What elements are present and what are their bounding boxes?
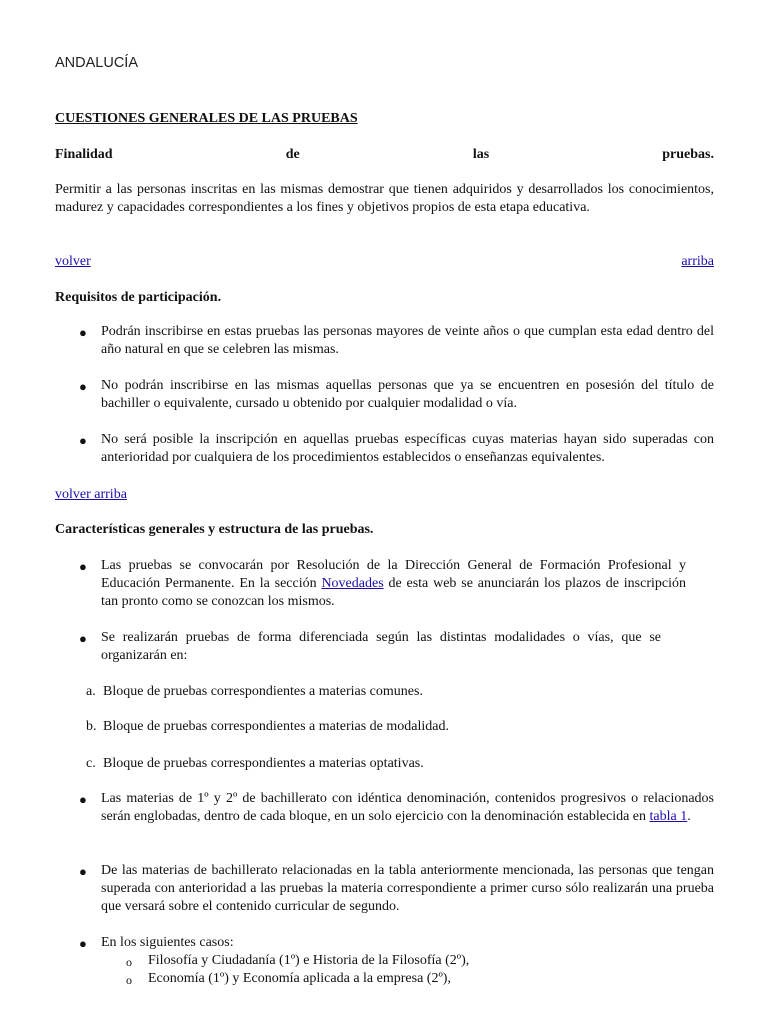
- bullet-icon: ●: [79, 379, 87, 394]
- sub-item: Economía (1º) y Economía aplicada a la empresa (2º),: [148, 971, 451, 986]
- finalidad-word: pruebas.: [662, 147, 714, 162]
- novedades-link[interactable]: Novedades: [321, 576, 384, 591]
- caracteristicas-item: En los siguientes casos:: [101, 935, 234, 950]
- back-link-left[interactable]: volver: [55, 254, 91, 269]
- caracteristicas-item: Se realizarán pruebas de forma diferenciada según las distintas modalidades o vías, que se organizarán en:: [101, 630, 661, 663]
- finalidad-paragraph: Permitir a las personas inscritas en las mismas demostrar que tienen adquiridos y desarrollados los conocimientos, madurez y capacidades correspondientes a los fines y objetivos propios de esta etapa educativa.: [55, 182, 714, 215]
- requisitos-item: No podrán inscribirse en las mismas aquellas personas que ya se encuentren en posesión del título de bachiller o equivalente, cursado u obtenido por cualquier modalidad o vía.: [101, 378, 714, 411]
- list-marker: b.: [86, 719, 97, 734]
- caracteristicas-item: De las materias de bachillerato relacionadas en la tabla anteriormente mencionada, las personas que tengan superada con anterioridad a las pruebas la materia correspondiente a primer curso sólo realizarán una prueba que versará sobre el contenido curricular de segundo.: [101, 863, 714, 914]
- finalidad-word: Finalidad: [55, 147, 113, 162]
- item-text: Las materias de 1º y 2º de bachillerato con idéntica denominación, contenidos progresivos o relacionados serán englobadas, dentro de cada bloque, en un solo ejercicio con la denominación establecida en: [101, 791, 714, 824]
- back-to-top-link[interactable]: volver arriba: [55, 487, 127, 502]
- caracteristicas-item: [101, 557, 686, 611]
- caracteristicas-heading: Características generales y estructura de las pruebas.: [55, 522, 374, 537]
- back-to-top-link-justified[interactable]: [55, 253, 714, 271]
- item-text: de esta web se anunciarán los plazos de inscripción tan pronto como se conozcan los mismos.: [101, 576, 686, 609]
- region-title: ANDALUCÍA: [55, 55, 138, 71]
- list-marker: c.: [86, 756, 96, 771]
- list-marker: a.: [86, 684, 96, 699]
- back-link-right[interactable]: arriba: [681, 254, 714, 269]
- circle-bullet-icon: o: [126, 955, 132, 969]
- caracteristicas-item: [101, 790, 714, 826]
- alpha-item: Bloque de pruebas correspondientes a materias de modalidad.: [103, 719, 449, 734]
- finalidad-word: las: [472, 147, 490, 162]
- finalidad-word: de: [285, 147, 300, 162]
- bullet-icon: ●: [79, 936, 87, 951]
- requisitos-heading: Requisitos de participación.: [55, 290, 222, 305]
- requisitos-item: No será posible la inscripción en aquellas pruebas específicas cuyas materias hayan sido superadas con anterioridad por cualquiera de los procedimientos establecidos o enseñanzas equivalentes.: [101, 432, 714, 465]
- bullet-icon: ●: [79, 559, 87, 574]
- section-heading: CUESTIONES GENERALES DE LAS PRUEBAS: [55, 111, 358, 126]
- circle-bullet-icon: o: [126, 973, 132, 987]
- bullet-icon: ●: [79, 792, 87, 807]
- finalidad-heading: [55, 146, 714, 164]
- item-text: Las pruebas se convocarán por Resolución de la Dirección General de Formación Profesional y Educación Permanente. En la sección: [101, 558, 686, 591]
- bullet-icon: ●: [79, 631, 87, 646]
- bullet-icon: ●: [79, 433, 87, 448]
- alpha-item: Bloque de pruebas correspondientes a materias comunes.: [103, 684, 423, 699]
- requisitos-item: Podrán inscribirse en estas pruebas las personas mayores de veinte años o que cumplan esta edad dentro del año natural en que se celebren las mismas.: [101, 324, 714, 357]
- alpha-item: Bloque de pruebas correspondientes a materias optativas.: [103, 756, 424, 771]
- sub-item: Filosofía y Ciudadanía (1º) e Historia de la Filosofía (2º),: [148, 953, 470, 968]
- tabla-1-link[interactable]: tabla 1: [649, 809, 688, 824]
- bullet-icon: ●: [79, 325, 87, 340]
- bullet-icon: ●: [79, 864, 87, 879]
- item-text: .: [687, 809, 691, 824]
